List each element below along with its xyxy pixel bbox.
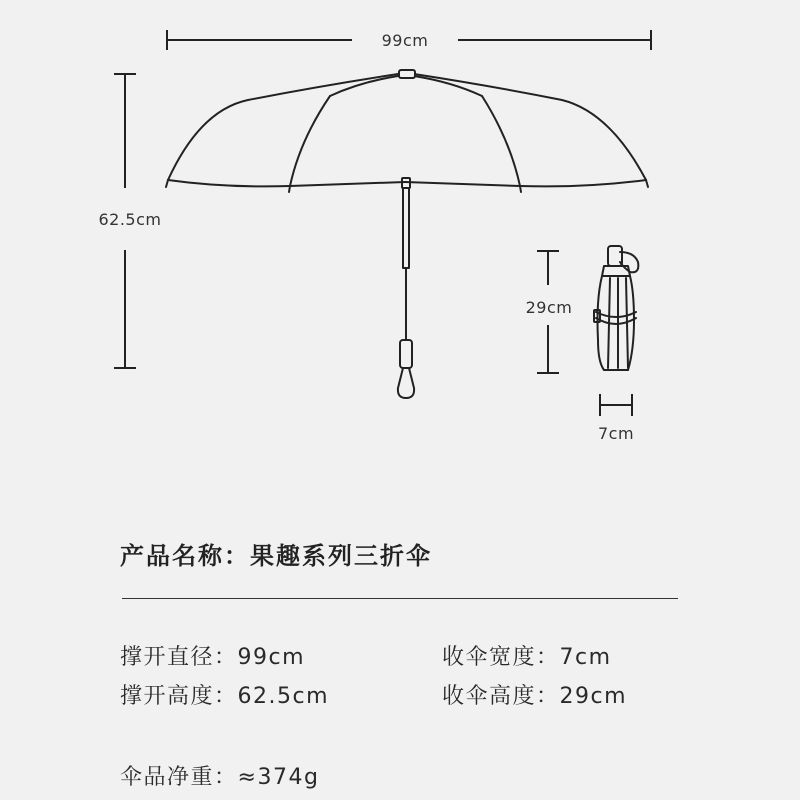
spec-label: 收伞高度： <box>442 684 560 709</box>
spec-folded-length <box>442 679 627 710</box>
folded-width-label: 7cm <box>597 424 635 443</box>
spec-net-weight <box>120 760 319 791</box>
spec-value: 99cm <box>237 645 306 670</box>
folded-width-dimension <box>600 394 632 416</box>
spec-label: 收伞宽度： <box>442 645 560 670</box>
divider <box>122 598 678 599</box>
product-title-value: 果趣系列三折伞 <box>250 542 432 570</box>
product-title-label: 产品名称： <box>120 542 250 570</box>
height-label: 62.5cm <box>98 210 162 229</box>
canopy-outline <box>168 74 646 180</box>
spec-open-height <box>120 679 329 710</box>
folded-umbrella-drawing <box>594 246 638 370</box>
folded-length-label: 29cm <box>525 298 573 317</box>
spec-value: 7cm <box>559 645 612 670</box>
top-cap <box>399 70 415 78</box>
shaft-upper <box>403 188 409 268</box>
wrist-strap <box>398 368 414 398</box>
handle <box>400 340 412 368</box>
spec-value: 29cm <box>559 684 628 709</box>
spec-open-diameter <box>120 640 305 671</box>
width-label: 99cm <box>381 31 429 50</box>
spec-label: 撑开高度： <box>120 684 238 709</box>
spec-value: ≈374g <box>237 765 320 790</box>
spec-label: 伞品净重： <box>120 765 238 790</box>
spec-folded-width <box>442 640 612 671</box>
spec-label: 撑开直径： <box>120 645 238 670</box>
product-title <box>120 536 432 571</box>
open-umbrella-drawing <box>166 70 648 398</box>
spec-value: 62.5cm <box>237 684 330 709</box>
